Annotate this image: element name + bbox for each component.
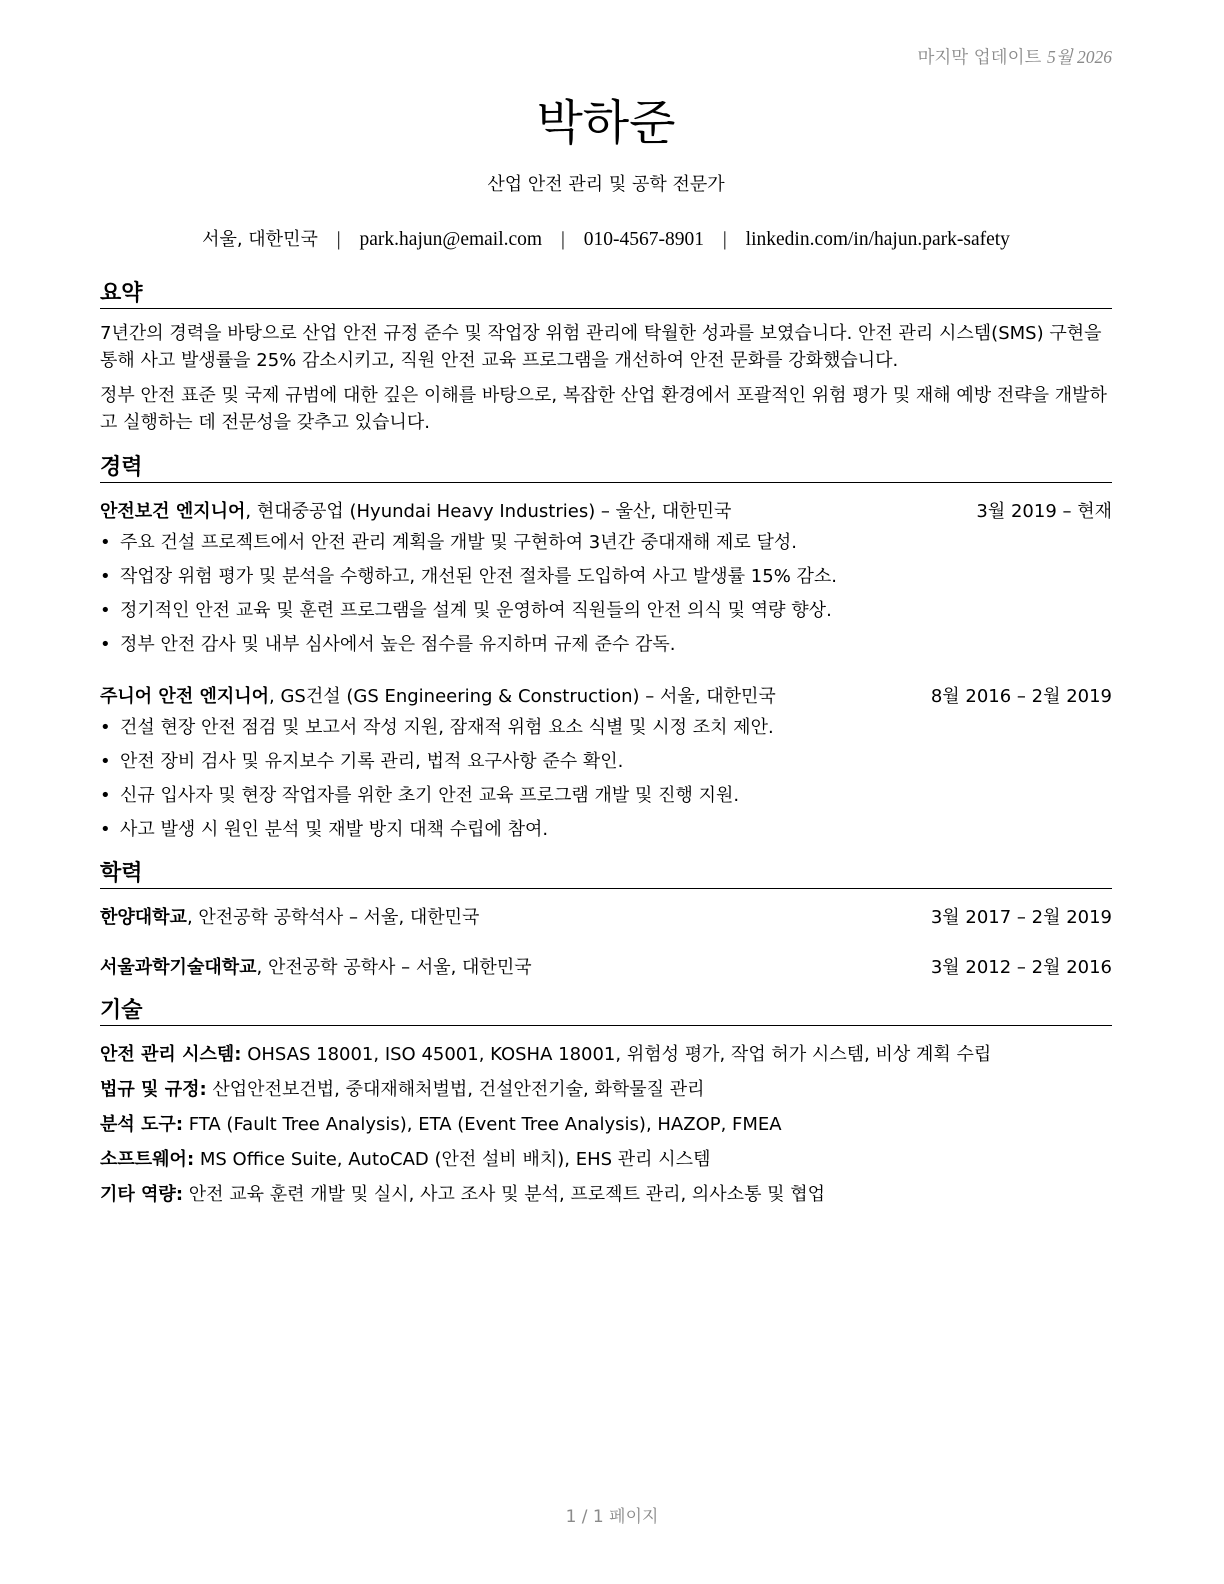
job-bullet-text: 정기적인 안전 교육 및 훈련 프로그램을 설계 및 운영하여 직원들의 안전 의식 및 역량 향상.	[120, 600, 832, 621]
skill-value: MS Office Suite, AutoCAD (안전 설비 배치), EHS 관리 시스템	[199, 1149, 711, 1170]
education-item	[100, 953, 1112, 979]
skill-value: 산업안전보건법, 중대재해처벌법, 건설안전기술, 화학물질 관리	[212, 1079, 705, 1100]
contact-separator: |	[560, 229, 565, 250]
education-school: 서울과학기술대학교	[100, 957, 257, 978]
job-role: 주니어 안전 엔지니어	[100, 686, 270, 707]
education-detail: , 안전공학 공학사 – 서울, 대한민국	[256, 957, 532, 978]
job-bullet-text: 정부 안전 감사 및 내부 심사에서 높은 점수를 유지하며 규제 준수 감독.	[120, 634, 676, 655]
skill-line	[100, 1040, 1112, 1066]
job-bullet: • 작업장 위험 평가 및 분석을 수행하고, 개선된 안전 절차를 도입하여 사고 발생률 15% 감소.	[100, 566, 838, 587]
education-dates: 3월 2017 – 2월 2019	[930, 907, 1112, 928]
job-role: 안전보건 엔지니어	[100, 501, 246, 522]
job-bullet: • 건설 현장 안전 점검 및 보고서 작성 지원, 잠재적 위험 요소 식별 및 시정 조치 제안.	[100, 717, 774, 738]
job-bullet: • 사고 발생 시 원인 분석 및 재발 방지 대책 수립에 참여.	[100, 819, 549, 840]
skill-value: FTA (Fault Tree Analysis), ETA (Event Tree Analysis), HAZOP, FMEA	[188, 1114, 782, 1135]
section-title-education: 학력	[100, 856, 1112, 889]
page-number: 1 / 1 페이지	[565, 1507, 659, 1527]
education-detail: , 안전공학 공학석사 – 서울, 대한민국	[186, 907, 480, 928]
last-updated	[917, 44, 1112, 69]
skill-value: 안전 교육 훈련 개발 및 실시, 사고 조사 및 분석, 프로젝트 관리, 의사소통 및 협업	[188, 1184, 826, 1205]
education-school: 한양대학교	[100, 907, 187, 928]
skill-label: 법규 및 규정:	[100, 1079, 207, 1100]
job-bullet-text: 주요 건설 프로젝트에서 안전 관리 계획을 개발 및 구현하여 3년간 중대재해 제로 달성.	[120, 532, 798, 553]
job-header	[100, 682, 1112, 708]
contact-line	[100, 225, 1112, 251]
last-updated-date: 5월 2026	[1046, 47, 1112, 67]
skill-line	[100, 1110, 1112, 1136]
contact-linkedin[interactable]: linkedin.com/in/hajun.park-safety	[745, 229, 1010, 250]
skill-line	[100, 1145, 1112, 1171]
job-bullet-text: 안전 장비 검사 및 유지보수 기록 관리, 법적 요구사항 준수 확인.	[120, 751, 624, 772]
job-bullet-text: 작업장 위험 평가 및 분석을 수행하고, 개선된 안전 절차를 도입하여 사고 발생률 15% 감소.	[120, 566, 838, 587]
job-dates: 8월 2016 – 2월 2019	[930, 686, 1112, 707]
job-dates: 3월 2019 – 현재	[976, 501, 1112, 522]
skill-label: 소프트웨어:	[100, 1149, 195, 1170]
job-bullet-text: 사고 발생 시 원인 분석 및 재발 방지 대책 수립에 참여.	[120, 819, 549, 840]
skill-label: 분석 도구:	[100, 1114, 184, 1135]
job-bullet: • 정부 안전 감사 및 내부 심사에서 높은 점수를 유지하며 규제 준수 감독.	[100, 634, 676, 655]
skill-label: 안전 관리 시스템:	[100, 1044, 242, 1065]
contact-email[interactable]: park.hajun@email.com	[359, 229, 543, 250]
section-title-summary: 요약	[100, 276, 1112, 309]
summary-paragraph: 정부 안전 표준 및 국제 규범에 대한 깊은 이해를 바탕으로, 복잡한 산업 환경에서 포괄적인 위험 평가 및 재해 예방 전략을 개발하고 실행하는 데 전문성을 갖추고 있습니다.	[100, 385, 1107, 433]
summary-paragraph: 7년간의 경력을 바탕으로 산업 안전 규정 준수 및 작업장 위험 관리에 탁월한 성과를 보였습니다. 안전 관리 시스템(SMS) 구현을 통해 사고 발생률을 25% 감소시키고, 직원 안전 교육 프로그램을 개선하여 안전 문화를 강화했습니다.	[100, 323, 1102, 371]
last-updated-prefix: 마지막 업데이트	[917, 48, 1042, 68]
contact-separator: |	[722, 229, 727, 250]
skill-value: OHSAS 18001, ISO 45001, KOSHA 18001, 위험성 평가, 작업 허가 시스템, 비상 계획 수립	[247, 1044, 992, 1065]
job-bullet: • 신규 입사자 및 현장 작업자를 위한 초기 안전 교육 프로그램 개발 및 진행 지원.	[100, 785, 740, 806]
job-bullet-text: 건설 현장 안전 점검 및 보고서 작성 지원, 잠재적 위험 요소 식별 및 시정 조치 제안.	[120, 717, 774, 738]
job-bullet-text: 신규 입사자 및 현장 작업자를 위한 초기 안전 교육 프로그램 개발 및 진행 지원.	[120, 785, 740, 806]
skill-label: 기타 역량:	[100, 1184, 184, 1205]
candidate-subtitle: 산업 안전 관리 및 공학 전문가	[487, 174, 725, 195]
job-bullet: • 주요 건설 프로젝트에서 안전 관리 계획을 개발 및 구현하여 3년간 중대재해 제로 달성.	[100, 532, 798, 553]
contact-phone: 010-4567-8901	[583, 229, 704, 250]
contact-location: 서울, 대한민국	[202, 229, 318, 250]
section-title-skills: 기술	[100, 993, 1112, 1026]
job-org: , 현대중공업 (Hyundai Heavy Industries) – 울산, 대한민국	[245, 501, 732, 522]
contact-separator: |	[336, 229, 341, 250]
section-title-experience: 경력	[100, 450, 1112, 483]
job-bullet: • 정기적인 안전 교육 및 훈련 프로그램을 설계 및 운영하여 직원들의 안전 의식 및 역량 향상.	[100, 600, 832, 621]
job-org: , GS건설 (GS Engineering & Construction) – 서울, 대한민국	[269, 686, 776, 707]
job-header	[100, 497, 1112, 523]
candidate-name: 박하준	[536, 95, 676, 151]
education-item	[100, 903, 1112, 929]
education-dates: 3월 2012 – 2월 2016	[930, 957, 1112, 978]
skill-line	[100, 1075, 1112, 1101]
job-bullet: • 안전 장비 검사 및 유지보수 기록 관리, 법적 요구사항 준수 확인.	[100, 751, 624, 772]
skill-line	[100, 1180, 1112, 1206]
